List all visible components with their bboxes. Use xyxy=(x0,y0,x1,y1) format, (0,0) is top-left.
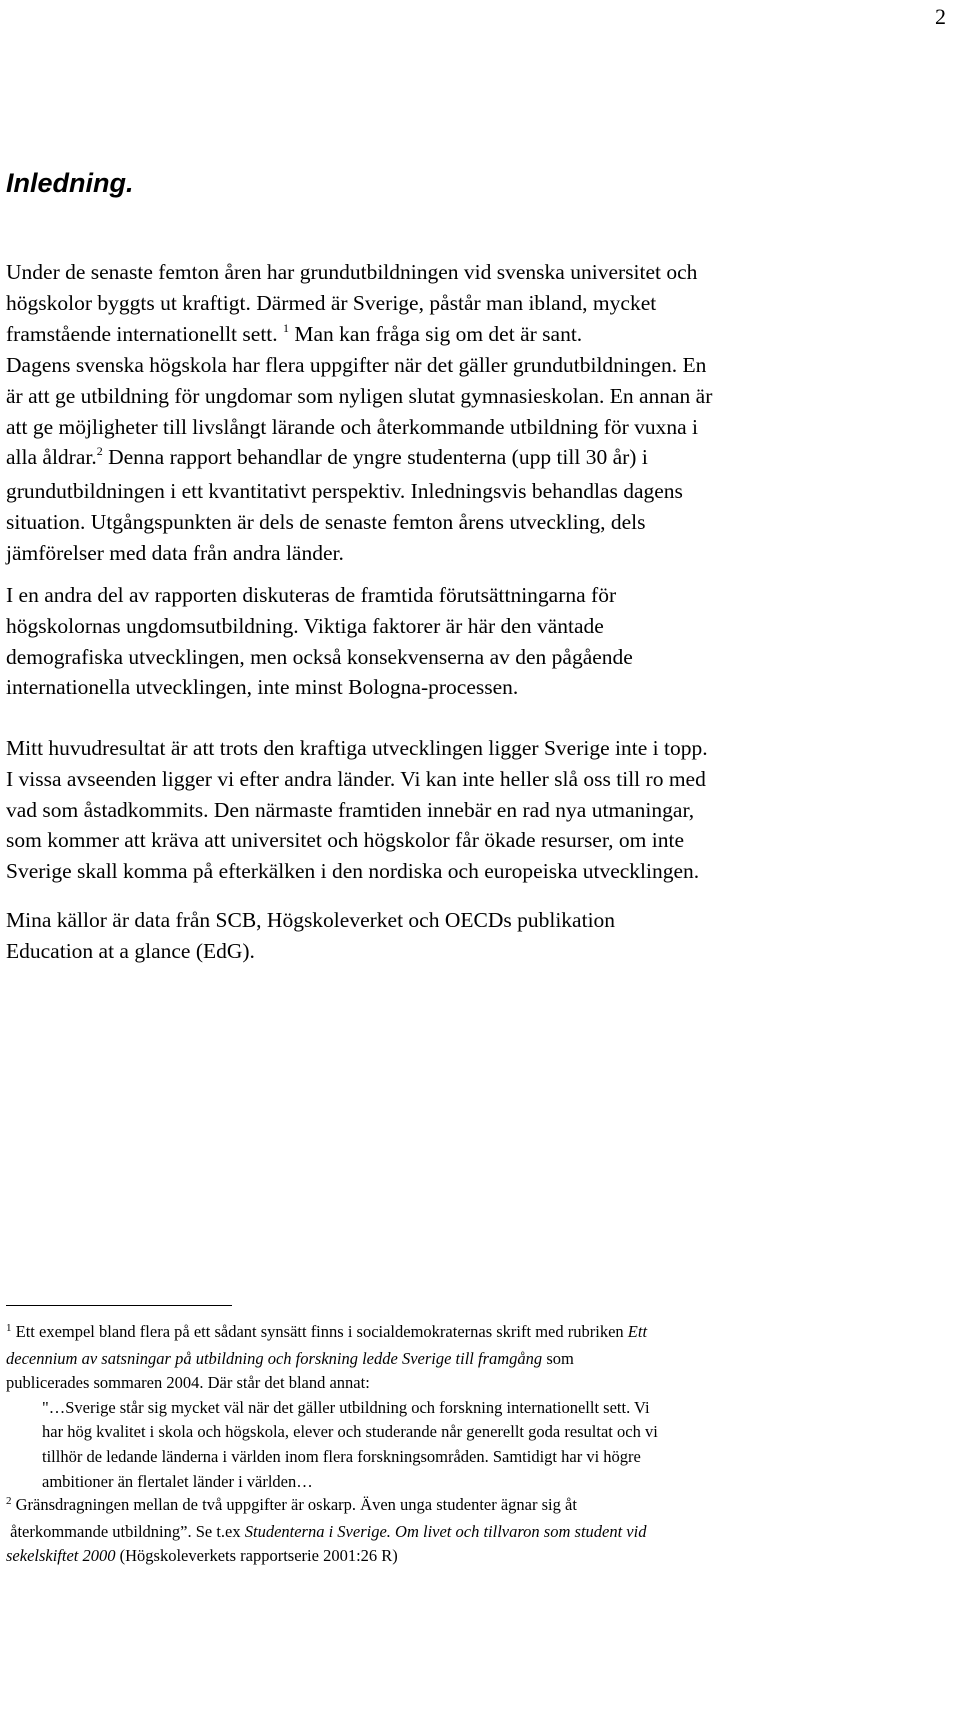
text-line xyxy=(6,257,936,288)
footnote-number: 1 xyxy=(6,1322,12,1334)
text-run: som kommer att kräva att universitet och högskolor får ökade resurser, om inte xyxy=(6,828,684,853)
footnote-separator xyxy=(6,1305,232,1306)
text-run: att ge möjligheter till livslångt lärande och återkommande utbildning för vuxna i xyxy=(6,414,698,439)
footnote-line xyxy=(6,1371,946,1396)
footnote-line xyxy=(6,1470,946,1495)
text-line xyxy=(6,319,936,353)
text-run: framstående internationellt sett. xyxy=(6,321,284,346)
footnote-marker: 1 xyxy=(283,320,290,335)
text-run: "…Sverige står sig mycket väl när det gäller utbildning och forskning internationellt sett. Vi xyxy=(42,1397,650,1417)
text-line xyxy=(6,507,936,538)
footnote-line xyxy=(6,1493,946,1520)
page-number: 2 xyxy=(935,4,946,29)
text-line xyxy=(6,611,936,642)
text-run: situation. Utgångspunkten är dels de senaste femton årens utveckling, dels xyxy=(6,509,646,534)
footnote xyxy=(6,1320,946,1494)
text-run: Mina källor är data från SCB, Högskoleverket och OECDs publikation xyxy=(6,908,616,932)
text-line xyxy=(6,672,936,703)
text-line xyxy=(6,412,936,443)
italic-text: decennium av satsningar på utbildning och forskning ledde Sverige till framgång xyxy=(6,1348,543,1368)
text-line xyxy=(6,764,936,795)
text-line xyxy=(6,642,936,673)
text-line xyxy=(6,580,936,611)
paragraph xyxy=(6,350,936,569)
text-run: I en andra del av rapporten diskuteras de framtida förutsättningarna för xyxy=(6,583,617,607)
paragraph xyxy=(6,733,936,887)
text-run: internationella utvecklingen, inte minst Bologna-processen. xyxy=(6,675,519,700)
text-line xyxy=(6,442,936,476)
text-run: återkommande utbildning”. Se t.ex xyxy=(6,1521,245,1541)
text-run: högskolornas ungdomsutbildning. Viktiga faktorer är här den väntade xyxy=(6,613,604,638)
text-run: Mitt huvudresultat är att trots den kraftiga utvecklingen ligger Sverige inte i topp. xyxy=(6,736,708,760)
text-run: Man kan fråga sig om det är sant. xyxy=(289,321,583,346)
text-run: Under de senaste femton åren har grundutbildningen vid svenska universitet och xyxy=(6,260,698,284)
footnote-marker: 2 xyxy=(96,444,103,459)
italic-text: sekelskiftet 2000 xyxy=(6,1546,116,1566)
footnote-line xyxy=(6,1520,946,1545)
text-run: tillhör de ledande länderna i världen inom flera forskningsområden. Samtidigt har vi högre xyxy=(42,1446,641,1466)
text-line xyxy=(6,825,936,856)
footnote-line xyxy=(6,1445,946,1470)
text-run: jämförelser med data från andra länder. xyxy=(6,540,344,565)
text-line xyxy=(6,476,936,507)
text-run: Dagens svenska högskola har flera uppgifter när det gäller grundutbildningen. En xyxy=(6,353,707,377)
text-run: Denna rapport behandlar de yngre studenterna (upp till 30 år) i xyxy=(102,445,648,470)
text-line xyxy=(6,733,936,764)
italic-text: Ett xyxy=(627,1322,648,1341)
footnote xyxy=(6,1493,946,1569)
footnote-line xyxy=(6,1420,946,1445)
text-line xyxy=(6,856,936,887)
footnote-line xyxy=(6,1544,946,1569)
text-line xyxy=(6,288,936,319)
footnote-line xyxy=(6,1320,946,1347)
text-run: ambitioner än flertalet länder i världen… xyxy=(42,1471,317,1491)
text-run: Education at a glance (EdG). xyxy=(6,938,255,963)
text-run: demografiska utvecklingen, men också konsekvenserna av den pågående xyxy=(6,644,633,669)
footnote-line xyxy=(6,1347,946,1372)
text-run: Sverige skall komma på efterkälken i den nordiska och europeiska utvecklingen. xyxy=(6,859,700,884)
footnote-number: 2 xyxy=(6,1495,12,1507)
paragraph xyxy=(6,580,936,703)
text-line xyxy=(6,795,936,826)
text-run: Ett exempel bland flera på ett sådant synsätt finns i socialdemokraternas skrift med rubriken xyxy=(11,1322,628,1341)
text-line xyxy=(6,538,936,569)
section-heading: Inledning. xyxy=(6,168,134,198)
text-run: Gränsdragningen mellan de två uppgifter är oskarp. Även unga studenter ägnar sig åt xyxy=(11,1495,577,1514)
text-run: (Högskoleverkets rapportserie 2001:26 R) xyxy=(115,1546,398,1566)
text-run: vad som åstadkommits. Den närmaste framtiden innebär en rad nya utmaningar, xyxy=(6,797,695,822)
paragraph xyxy=(6,905,936,967)
paragraph xyxy=(6,257,936,352)
text-run: I vissa avseenden ligger vi efter andra länder. Vi kan inte heller slå oss till ro med xyxy=(6,766,706,791)
text-run: är att ge utbildning för ungdomar som nyligen slutat gymnasieskolan. En annan är xyxy=(6,383,713,408)
text-run: alla åldrar. xyxy=(6,445,97,470)
italic-text: Studenterna i Sverige. Om livet och tillvaron som student vid xyxy=(244,1521,647,1541)
footnote-line xyxy=(6,1396,946,1421)
text-run: högskolor byggts ut kraftigt. Därmed är Sverige, påstår man ibland, mycket xyxy=(6,290,657,315)
text-line xyxy=(6,905,936,936)
text-line xyxy=(6,936,936,967)
text-line xyxy=(6,350,936,381)
text-run: som xyxy=(542,1348,574,1368)
text-run: grundutbildningen i ett kvantitativt perspektiv. Inledningsvis behandlas dagens xyxy=(6,479,683,504)
text-line xyxy=(6,381,936,412)
text-run: publicerades sommaren 2004. Där står det bland annat: xyxy=(6,1373,370,1393)
text-run: har hög kvalitet i skola och högskola, elever och studerande når generellt goda resultat och vi xyxy=(42,1422,658,1442)
